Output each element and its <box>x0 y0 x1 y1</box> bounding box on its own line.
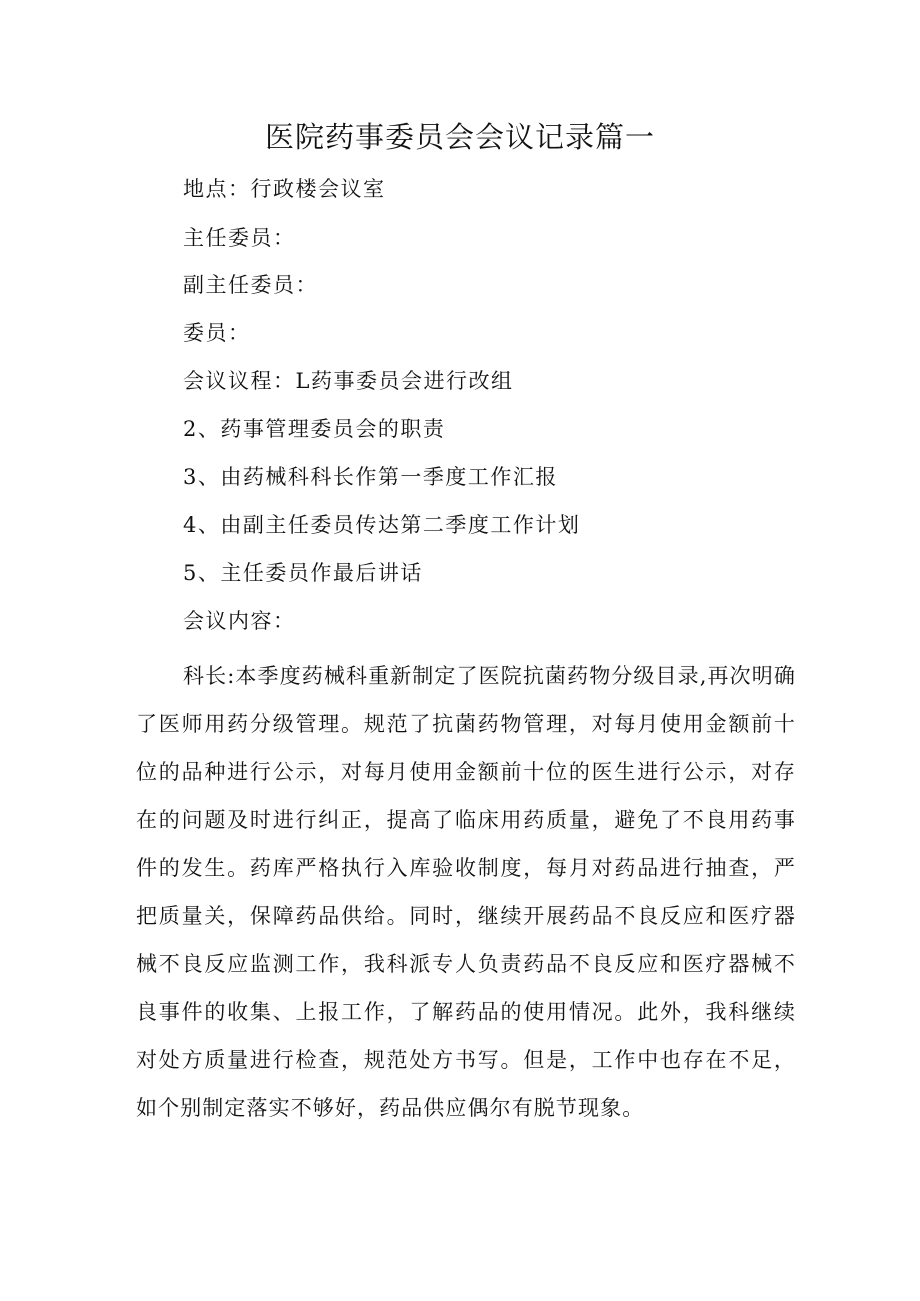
agenda-item: 会议议程：L药事委员会进行改组 <box>183 369 514 393</box>
agenda-item: 4、由副主任委员传达第二季度工作计划 <box>183 513 581 537</box>
chair-member: 主任委员： <box>183 226 296 250</box>
committee-members: 委员： <box>183 321 251 345</box>
content-paragraph: 科长:本季度药械科重新制定了医院抗菌药物分级目录,再次明确了医师用药分级管理。规范了抗菌药物管理，对每月使用金额前十位的品种进行公示，对每月使用金额前十位的医生进行公示，对存在的问题及时进行纠正，提高了临床用药质量，避免了不良用药事件的发生。药库严格执行入库验收制度，每月对药品进行抽查，严把质量关，保障药品供给。同时，继续开展药品不良反应和医疗器械不良反应监测工作，我科派专人负责药品不良反应和医疗器械不良事件的收集、上报工作，了解药品的使用情况。此外，我科继续对处方质量进行检查，规范处方书写。但是，工作中也存在不足，如个别制定落实不够好，药品供应偶尔有脱节现象。 <box>136 664 796 1120</box>
agenda-item: 3、由药械科科长作第一季度工作汇报 <box>183 465 558 489</box>
document-title: 医院药事委员会会议记录篇一 <box>264 120 655 154</box>
agenda-item: 2、药事管理委员会的职责 <box>183 417 446 441</box>
content-heading: 会议内容： <box>183 609 296 633</box>
agenda-item: 5、主任委员作最后讲话 <box>183 561 423 585</box>
vice-chair-member: 副主任委员： <box>183 273 318 297</box>
meeting-location: 地点：行政楼会议室 <box>183 177 386 201</box>
